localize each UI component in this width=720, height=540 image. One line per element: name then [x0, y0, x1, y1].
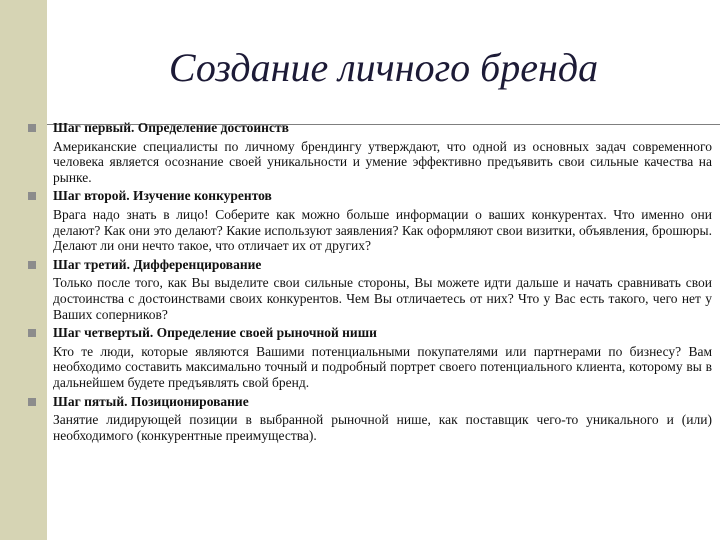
square-bullet-icon: [28, 261, 36, 269]
step-4: [53, 325, 712, 390]
left-decorative-band: [0, 0, 47, 540]
square-bullet-icon: [28, 398, 36, 406]
square-bullet-icon: [28, 329, 36, 337]
step-heading: Шаг третий. Дифференцирование: [53, 256, 262, 272]
step-heading: Шаг первый. Определение достоинств: [53, 120, 289, 135]
square-bullet-icon: [28, 192, 36, 200]
step-text: Только после того, как Вы выделите свои сильные стороны, Вы можете идти дальше и начать сравнивать свои достоинства с достоинствами своих конкурентов. Чем Вы отличаетесь от них? Что у Вас есть такого, чего нет у Ваших соперников?: [53, 275, 712, 322]
step-heading: Шаг второй. Изучение конкурентов: [53, 188, 272, 204]
square-bullet-icon: [28, 124, 36, 132]
slide-title: Создание личного бренда: [168, 45, 599, 90]
step-1: [53, 120, 712, 185]
step-heading: Шаг пятый. Позиционирование: [53, 393, 249, 409]
step-text: Врага надо знать в лицо! Соберите как можно больше информации о ваших конкурентах. Что именно они делают? Как они это делают? Какие используют заявления? Как оформляют свои визитки, объявления, брошюры. Делают ли они нечто такое, что отличает их от других?: [53, 206, 712, 254]
step-text: Американские специалисты по личному брендингу утверждают, что одной из основных задач современного человека является осознание своей уникальности и умение эффективно предъявить свои сильные качества на рынке.: [53, 138, 712, 185]
step-2: [53, 188, 712, 253]
step-heading: Шаг четвертый. Определение своей рыночной ниши: [53, 325, 377, 341]
step-5: [53, 394, 712, 444]
step-text: Кто те люди, которые являются Вашими потенциальными покупателями или партнерами по бизнесу? Вам необходимо составить максимально точный и подробный портрет своего потенциального клиента, которому вы в дальнейшем будете предъявлять свой бренд.: [53, 343, 712, 390]
step-text: Занятие лидирующей позиции в выбранной рыночной нише, как поставщик чего-то уникального и (или) необходимого (конкурентные преимущества).: [53, 412, 712, 443]
slide-content: [53, 120, 712, 446]
step-3: [53, 257, 712, 322]
